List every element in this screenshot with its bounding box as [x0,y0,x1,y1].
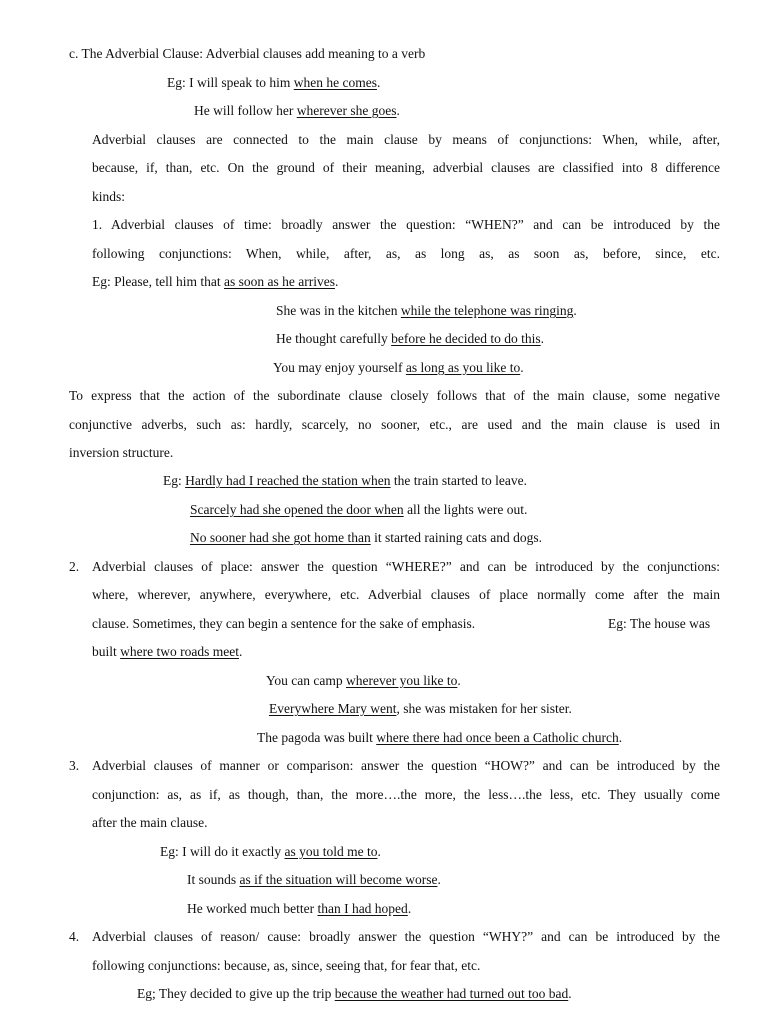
example-sentence: You can camp wherever you like to. [266,673,461,688]
underlined-clause: when he comes [293,75,377,90]
underlined-clause: No sooner had she got home than [190,530,371,545]
paragraph-line: because, if, than, etc. On the ground of their meaning, adverbial clauses are classified into 8 difference [92,160,720,175]
underlined-clause: as if the situation will become worse [239,872,438,887]
paragraph-line: Adverbial clauses of manner or comparison: answer the question “HOW?” and can be introduced by the [92,758,720,773]
underlined-clause: as long as you like to [405,360,521,375]
paragraph-line: inversion structure. [69,445,174,460]
underlined-clause: wherever you like to [346,673,458,688]
underlined-clause: wherever she goes [296,103,397,118]
list-number: 2. [69,559,80,574]
example-sentence: You may enjoy yourself as long as you like to. [273,360,524,375]
paragraph-line: To express that the action of the subordinate clause closely follows that of the main clause, some negative [69,388,720,403]
example-sentence: She was in the kitchen while the telephone was ringing. [276,303,577,318]
paragraph-line: Eg: The house was [608,616,711,631]
paragraph-line: clause. Sometimes, they can begin a sentence for the sake of emphasis. [92,616,476,631]
paragraph-line: after the main clause. [92,815,208,830]
underlined-clause: while the telephone was ringing [400,303,574,318]
example-sentence: No sooner had she got home than it started raining cats and dogs. [190,530,543,545]
underlined-clause: Scarcely had she opened the door when [190,502,404,517]
paragraph-line: Adverbial clauses of reason/ cause: broadly answer the question “WHY?” and can be introduced by the [92,929,720,944]
paragraph-line: kinds: [92,189,126,204]
example-sentence: He will follow her wherever she goes. [194,103,400,118]
paragraph-line: Adverbial clauses are connected to the main clause by means of conjunctions: When, while, after, [92,132,720,147]
example-sentence: It sounds as if the situation will become worse. [187,872,441,887]
example-sentence: The pagoda was built where there had once been a Catholic church. [257,730,623,745]
example-sentence: Eg; They decided to give up the trip because the weather had turned out too bad. [137,986,572,1001]
example-sentence: Everywhere Mary went, she was mistaken for her sister. [269,701,572,716]
paragraph-line: conjunction: as, as if, as though, than, the more….the more, the less….the less, etc. They usually come [92,787,720,802]
paragraph-line: following conjunctions: because, as, since, seeing that, for fear that, etc. [92,958,481,973]
example-sentence: Eg: Please, tell him that as soon as he arrives. [92,274,339,289]
paragraph-line: following conjunctions: When, while, after, as, as long as, as soon as, before, since, etc. [92,246,720,261]
paragraph-line: Adverbial clauses of place: answer the question “WHERE?” and can be introduced by the conjunctions: [92,559,720,574]
paragraph-line: conjunctive adverbs, such as: hardly, scarcely, no sooner, etc., are used and the main clause is used in [69,417,720,432]
example-sentence: He thought carefully before he decided to do this. [276,331,545,346]
underlined-clause: because the weather had turned out too bad [334,986,569,1001]
section-heading: c. The Adverbial Clause: Adverbial clauses add meaning to a verb [69,46,426,61]
underlined-clause: Hardly had I reached the station when [185,473,391,488]
underlined-clause: as you told me to [284,844,378,859]
underlined-clause: Everywhere Mary went [269,701,397,716]
underlined-clause: before he decided to do this [391,331,541,346]
underlined-clause: where there had once been a Catholic church [376,730,619,745]
example-sentence: built where two roads meet. [92,644,243,659]
underlined-clause: than I had hoped [317,901,408,916]
underlined-clause: as soon as he arrives [223,274,335,289]
paragraph-line: 1. Adverbial clauses of time: broadly answer the question: “WHEN?” and can be introduced by the [92,217,720,232]
paragraph-line: where, wherever, anywhere, everywhere, etc. Adverbial clauses of place normally come after the main [92,587,720,602]
example-sentence: Eg: I will speak to him when he comes. [167,75,381,90]
list-number: 4. [69,929,80,944]
example-sentence: Eg: I will do it exactly as you told me to. [160,844,381,859]
list-number: 3. [69,758,80,773]
example-sentence: He worked much better than I had hoped. [187,901,412,916]
example-sentence: Scarcely had she opened the door when all the lights were out. [190,502,528,517]
underlined-clause: where two roads meet [120,644,239,659]
example-sentence: Eg: Hardly had I reached the station when the train started to leave. [163,473,527,488]
